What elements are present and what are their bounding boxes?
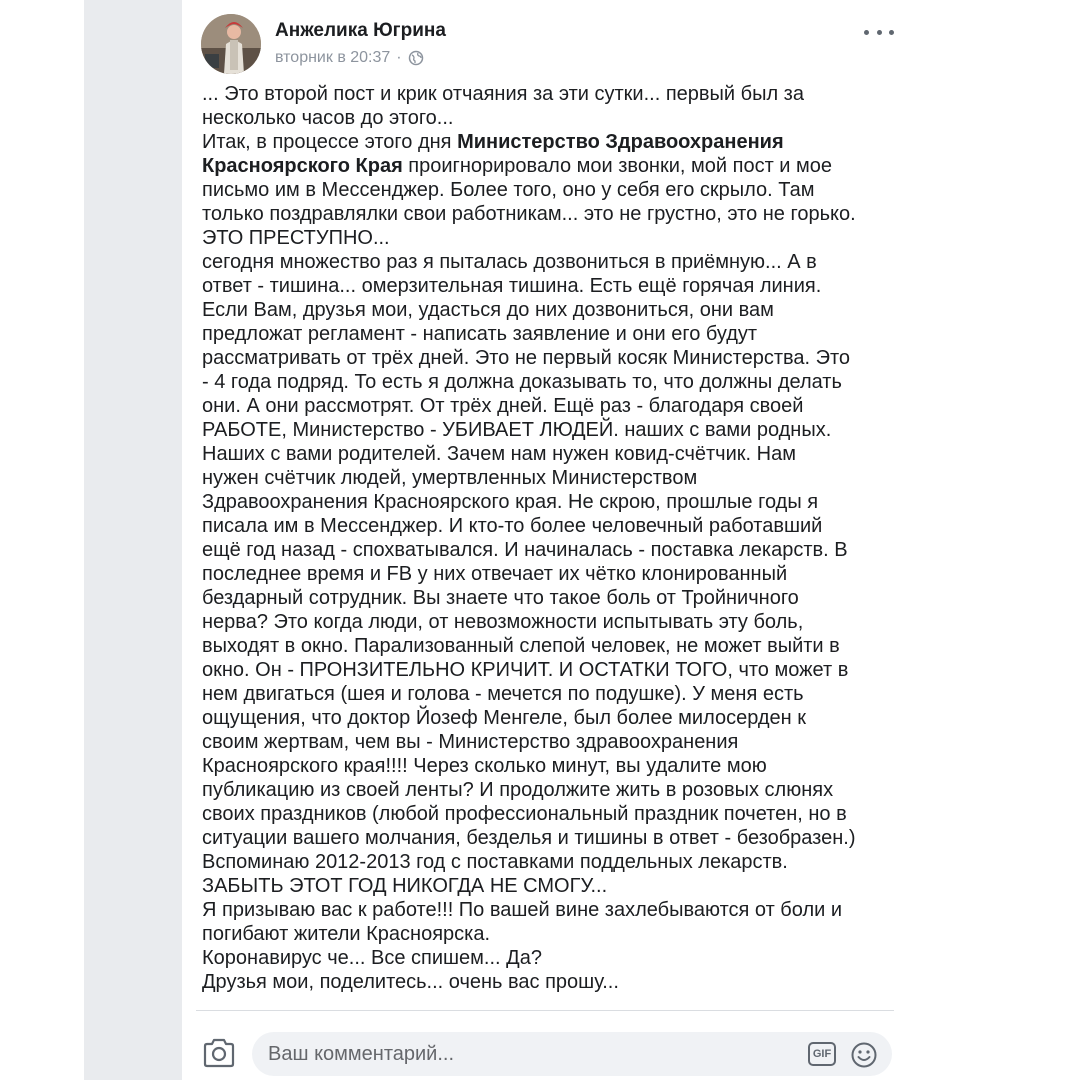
text-line: Здравоохранения Красноярского края. Не скрою, прошлые годы я: [202, 491, 819, 513]
text-line: рассматривать от трёх дней. Это не первый косяк Министерства. Это: [202, 347, 851, 369]
post-header: [201, 14, 894, 78]
text-line: ситуации вашего молчания, безделья и тишины в ответ - безобразен.): [202, 827, 856, 849]
text-line: своим жертвам, чем вы - Министерство здравоохранения: [202, 731, 739, 753]
right-margin: [908, 0, 1080, 1080]
left-margin: [0, 0, 84, 1080]
gif-button[interactable]: GIF: [808, 1042, 836, 1066]
text-line: погибают жители Красноярска.: [202, 923, 491, 945]
text-line: бездарный сотрудник. Вы знаете что такое боль от Тройничного: [202, 587, 799, 609]
text-line: ЗАБЫТЬ ЭТОТ ГОД НИКОГДА НЕ СМОГУ...: [202, 875, 608, 897]
author-name[interactable]: Анжелика Югрина: [275, 20, 446, 41]
ministry-name-bold: Министерство Здравоохранения: [457, 131, 784, 153]
text-fragment: проигнорировало мои звонки, мой пост и мое: [402, 155, 833, 177]
text-line: несколько часов до этого...: [202, 107, 454, 129]
text-line: только поздравлялки свои работникам... это не грустно, это не горько.: [202, 203, 856, 225]
text-line: своих праздников (любой профессиональный праздник почетен, но в: [202, 803, 847, 825]
text-line: ответ - тишина... омерзительная тишина. Есть ещё горячая линия.: [202, 275, 822, 297]
post-text: [202, 82, 902, 994]
post-time[interactable]: вторник в 20:37: [275, 49, 391, 66]
text-line: выходят в окно. Парализованный слепой человек, не может выйти в: [202, 635, 840, 657]
text-line: РАБОТЕ, Министерство - УБИВАЕТ ЛЮДЕЙ. наших с вами родных.: [202, 419, 832, 441]
post-card: [182, 0, 908, 1080]
text-line: сегодня множество раз я пыталась дозвониться в приёмную... А в: [202, 251, 817, 273]
text-line-with-bold: [202, 154, 902, 178]
camera-icon[interactable]: [202, 1038, 236, 1068]
text-line: ... Это второй пост и крик отчаяния за эти сутки... первый был за: [202, 83, 804, 105]
text-line: они. А они рассмотрят. От трёх дней. Ещё раз - благодаря своей: [202, 395, 804, 417]
emoji-icon[interactable]: [850, 1041, 878, 1069]
meta-separator: ·: [396, 49, 402, 66]
text-line: Наших с вами родителей. Зачем нам нужен ковид-счётчик. Нам: [202, 443, 796, 465]
post-meta: [275, 49, 424, 67]
author-avatar[interactable]: [201, 14, 261, 74]
text-line: Вспоминаю 2012-2013 год с поставками поддельных лекарств.: [202, 851, 788, 873]
text-line: Если Вам, друзья мои, удасться до них дозвониться, они вам: [202, 299, 774, 321]
text-line: письмо им в Мессенджер. Более того, оно у себя его скрыло. Там: [202, 179, 815, 201]
text-fragment: Итак, в процессе этого дня: [202, 131, 458, 153]
comment-divider: [196, 1010, 894, 1011]
comment-bar: [182, 1026, 908, 1080]
globe-icon: [408, 50, 424, 66]
text-line: нерва? Это когда люди, от невозможности испытывать эту боль,: [202, 611, 804, 633]
text-line: последнее время и FB у них отвечает их чётко клонированный: [202, 563, 788, 585]
text-line: Коронавирус че... Все спишем... Да?: [202, 947, 542, 969]
more-options-icon[interactable]: [864, 22, 894, 42]
text-line: - 4 года подряд. То есть я должна доказывать то, что должны делать: [202, 371, 842, 393]
text-line: предложат регламент - написать заявление и они его будут: [202, 323, 758, 345]
text-line: публикацию из своей ленты? И продолжите жить в розовых слюнях: [202, 779, 834, 801]
text-line-with-bold: [202, 130, 902, 154]
region-name-bold: Красноярского Края: [202, 155, 403, 177]
text-line: ощущения, что доктор Йозеф Менгеле, был более милосерден к: [202, 707, 807, 729]
text-line: нем двигаться (шея и голова - мечется по подушке). У меня есть: [202, 683, 804, 705]
comment-input-wrapper: [252, 1032, 892, 1076]
text-line: окно. Он - ПРОНЗИТЕЛЬНО КРИЧИТ. И ОСТАТКИ ТОГО, что может в: [202, 659, 849, 681]
text-line: ЭТО ПРЕСТУПНО...: [202, 227, 390, 249]
text-line: ещё год назад - спохватывался. И начиналась - поставка лекарств. В: [202, 539, 848, 561]
text-line: нужен счётчик людей, умертвленных Министерством: [202, 467, 698, 489]
text-line: Друзья мои, поделитесь... очень вас прошу...: [202, 971, 619, 993]
text-line: Красноярского края!!!! Через сколько минут, вы удалите мою: [202, 755, 767, 777]
text-line: Я призываю вас к работе!!! По вашей вине захлебываются от боли и: [202, 899, 843, 921]
text-line: писала им в Мессенджер. И кто-то более человечный работавший: [202, 515, 823, 537]
comment-input[interactable]: [266, 1042, 770, 1067]
